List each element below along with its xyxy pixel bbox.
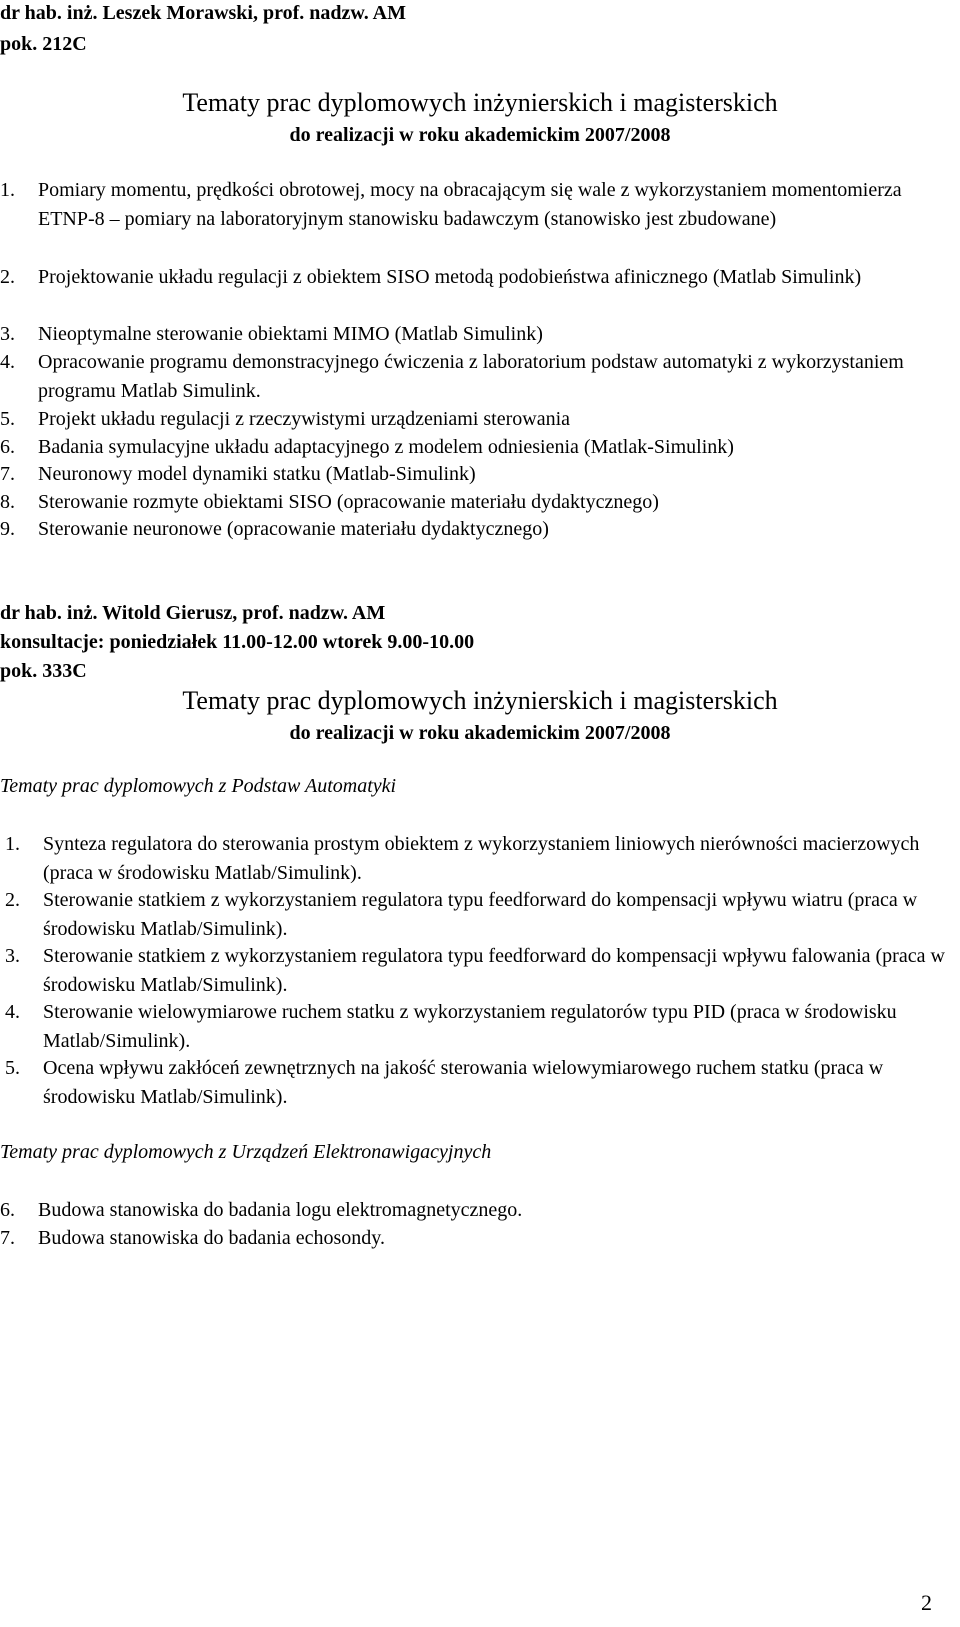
item-text: Budowa stanowiska do badania logu elektromagnetycznego. — [38, 1199, 523, 1221]
item-text: Opracowanie programu demonstracyjnego ćwiczenia z laboratorium podstaw automatyki z wykorzystaniem programu Matlab Simulink. — [38, 351, 904, 402]
item-number: 3. — [0, 323, 15, 345]
item-number: 7. — [0, 1227, 15, 1249]
item-number: 5. — [0, 408, 15, 430]
list-item — [0, 998, 950, 1056]
item-number: 2. — [5, 889, 20, 911]
item-number: 2. — [0, 266, 15, 288]
list-item — [0, 433, 950, 462]
list-item — [0, 460, 950, 489]
list-item — [0, 176, 950, 263]
list-item — [0, 1224, 950, 1253]
item-number: 9. — [0, 518, 15, 540]
item-text: Budowa stanowiska do badania echosondy. — [38, 1227, 385, 1249]
section-heading: Tematy prac dyplomowych z Podstaw Automatyki — [0, 775, 397, 797]
item-text: Sterowanie rozmyte obiektami SISO (opracowanie materiału dydaktycznego) — [38, 491, 659, 513]
item-text: Sterowanie statkiem z wykorzystaniem regulatora typu feedforward do kompensacji wpływu falowania (praca w środowisku Matlab/Simulink). — [43, 945, 945, 996]
item-number: 6. — [0, 436, 15, 458]
item-number: 4. — [5, 1001, 20, 1023]
author-name: dr hab. inż. Leszek Morawski, prof. nadzw. AM — [0, 2, 406, 24]
item-number: 6. — [0, 1199, 15, 1221]
author-name: dr hab. inż. Witold Gierusz, prof. nadzw. AM — [0, 602, 386, 624]
list-item — [0, 405, 950, 434]
list-item — [0, 1054, 950, 1112]
list-item — [0, 348, 950, 406]
list-item — [0, 320, 950, 349]
page-subtitle: do realizacji w roku akademickim 2007/2008 — [289, 124, 671, 146]
item-number: 4. — [0, 351, 15, 373]
item-number: 8. — [0, 491, 15, 513]
list-item — [0, 488, 950, 517]
item-number: 3. — [5, 945, 20, 967]
item-number: 5. — [5, 1057, 20, 1079]
item-text: Nieoptymalne sterowanie obiektami MIMO (Matlab Simulink) — [38, 323, 543, 345]
room-number: pok. 212C — [0, 33, 87, 55]
item-number: 1. — [0, 179, 15, 201]
item-text: Projekt układu regulacji z rzeczywistymi urządzeniami sterowania — [38, 408, 571, 430]
list-item — [0, 1196, 950, 1225]
item-number: 7. — [0, 463, 15, 485]
item-text: Sterowanie neuronowe (opracowanie materiału dydaktycznego) — [38, 518, 549, 540]
item-text: Ocena wpływu zakłóceń zewnętrznych na jakość sterowania wielowymiarowego ruchem statku (praca w środowisku Matlab/Simulink). — [43, 1057, 884, 1108]
item-text: Sterowanie statkiem z wykorzystaniem regulatora typu feedforward do kompensacji wpływu wiatru (praca w środowisku Matlab/Simulink). — [43, 889, 918, 940]
page-number: 2 — [921, 1590, 932, 1615]
item-number: 1. — [5, 833, 20, 855]
item-text: Projektowanie układu regulacji z obiektem SISO metodą podobieństwa afinicznego (Matlab Simulink) — [38, 266, 862, 288]
item-text: Sterowanie wielowymiarowe ruchem statku z wykorzystaniem regulatorów typu PID (praca w środowisku Matlab/Simulink). — [43, 1001, 897, 1052]
item-text: Neuronowy model dynamiki statku (Matlab-Simulink) — [38, 463, 476, 485]
page-title: Tematy prac dyplomowych inżynierskich i magisterskich — [182, 88, 778, 117]
room-number: pok. 333C — [0, 660, 87, 682]
item-text: Synteza regulatora do sterowania prostym obiektem z wykorzystaniem liniowych nierówności macierzowych (praca w środowisku Matlab/Simulink). — [43, 833, 920, 884]
list-item — [0, 830, 950, 888]
list-item — [0, 515, 950, 544]
item-text: Badania symulacyjne układu adaptacyjnego z modelem odniesienia (Matlak-Simulink) — [38, 436, 734, 458]
item-text: Pomiary momentu, prędkości obrotowej, mocy na obracającym się wale z wykorzystaniem momentomierza ETNP-8 – pomiary na laboratoryjnym stanowisku badawczym (stanowisko jest zbudowane) — [38, 179, 902, 230]
page-title: Tematy prac dyplomowych inżynierskich i magisterskich — [182, 686, 778, 715]
page-subtitle: do realizacji w roku akademickim 2007/2008 — [289, 722, 671, 744]
list-item — [0, 942, 950, 1000]
list-item — [0, 886, 950, 944]
list-item — [0, 263, 950, 321]
consultation-hours: konsultacje: poniedziałek 11.00-12.00 wtorek 9.00-10.00 — [0, 631, 475, 653]
section-heading: Tematy prac dyplomowych z Urządzeń Elektronawigacyjnych — [0, 1141, 492, 1163]
